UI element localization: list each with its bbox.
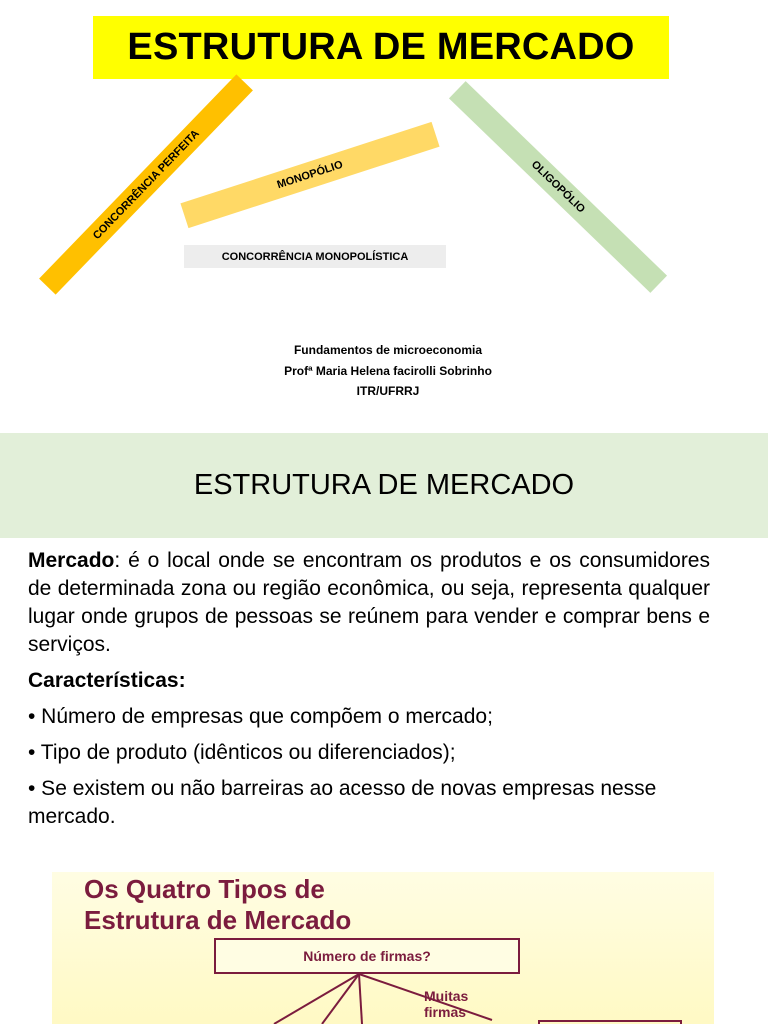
definition-text: : é o local onde se encontram os produtos e os consumidores de determinada zona ou região econômica, ou seja, representa qualquer lugar onde grupos de pessoas se reúnem para vender e comprar bens e serviços.: [28, 549, 710, 656]
band-monopolio: [180, 122, 439, 228]
box-label: CONCORRÊNCIA MONOPOLÍSTICA: [221, 250, 409, 263]
connector-line: [274, 974, 359, 1024]
bullet-item: • Se existem ou não barreiras ao acesso de novas empresas nesse mercado.: [28, 777, 657, 828]
band-label: MONOPÓLIO: [275, 158, 345, 192]
diagram-title-line-1: Os Quatro Tipos de: [84, 874, 325, 904]
credits: [184, 340, 592, 402]
band-label: OLIGOPÓLIO: [528, 158, 588, 216]
credit-institution: ITR/UFRRJ: [356, 384, 420, 398]
definition-paragraph: [28, 547, 710, 659]
connector-line: [322, 974, 359, 1024]
slide-1-title: ESTRUTURA DE MERCADO: [93, 16, 669, 79]
diagram-connectors: [52, 872, 714, 1024]
connector-line: [359, 974, 362, 1024]
bullet-item: • Número de empresas que compõem o mercado;: [28, 705, 493, 728]
many-firms-line-2: firmas: [424, 1004, 467, 1020]
slide-2-body: [28, 547, 710, 831]
characteristics-label: Características:: [28, 669, 186, 692]
slide-2-header: [0, 433, 768, 538]
band-label: CONCORRÊNCIA PERFEITA: [90, 127, 202, 242]
many-firms-label: [424, 988, 468, 1020]
band-oligopolio: [449, 81, 667, 293]
many-firms-line-1: Muitas: [424, 988, 469, 1004]
slide-2-title: ESTRUTURA DE MERCADO: [193, 469, 575, 501]
box-concorrencia-monopolistica: [184, 245, 446, 268]
number-of-firms-label: Número de firmas?: [303, 948, 431, 964]
definition-term: Mercado: [28, 549, 115, 572]
credit-author: Profª Maria Helena facirolli Sobrinho: [284, 363, 492, 378]
credit-course: Fundamentos de microeconomia: [293, 343, 483, 357]
slide-1: [0, 0, 768, 432]
diagram-title-line-2: Estrutura de Mercado: [84, 905, 352, 935]
market-structure-diagram: [52, 872, 714, 1024]
bullet-item: • Tipo de produto (idênticos ou diferenciados);: [28, 741, 456, 764]
branch-box: [538, 1020, 682, 1024]
